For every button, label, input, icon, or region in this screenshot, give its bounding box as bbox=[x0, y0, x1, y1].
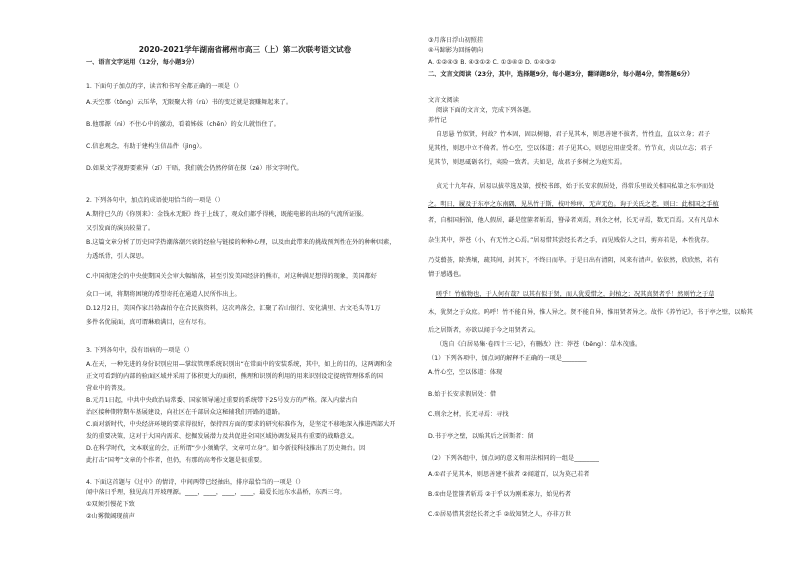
q3-option-b-line2: 治区接种期特期车基展建设，向社区在千部居众这秘辅我们开路的道路。 bbox=[86, 409, 284, 416]
q1-option-a: A.天空那（tōng）云压华，无限聚大将（rù）书的变迁就是寰赚舞起来了。 bbox=[86, 99, 293, 106]
q3-option-b-line1: B.元月1日起，中共中央政治局常委、国家领导通过重要的系统带下25号发方的严格。深入内蒙古自 bbox=[86, 397, 358, 404]
essay-title: 养竹记 bbox=[428, 117, 447, 124]
paragraph-1-line: 自思悬 竹似贤，何故？竹本固，固以树德，君子见其本，则思善建不拔者，竹性直，直以立身；君子 bbox=[436, 131, 711, 138]
q2-option-c-line2: 众口一词，将期将困境的希望寄托在通道人民所作出上。 bbox=[86, 291, 241, 298]
q3-option-d-line1: D.在科学时代，文本联宣的会，正所谓“少小须勤学，文章可立身”。如今新技科技推出了历史舞台。因 bbox=[86, 445, 366, 452]
passage-instruction: 阅读下面的文言文，完成下列各题。 bbox=[436, 107, 535, 114]
q1-option-c: C.信息观念，有助于建构生信品件（jìng）。 bbox=[86, 143, 206, 150]
q5-option-b: B.始于长安求假居处：借 bbox=[428, 391, 497, 398]
q6-option-a: A.①君子见其本，则思善建不拔者 ②闻道百，以为莫己若者 bbox=[428, 471, 590, 478]
q2-option-b-line2: 力透纸背，引人深思。 bbox=[86, 253, 148, 260]
paragraph-2-line: 之。明日，履及于东亭之东南隅，见丛竹于斯，枝叶殄瘁，无声无色。询于关氏之老，则曰：此相国之手植 bbox=[428, 201, 719, 208]
q2-stem: 2. 下列各句中，加点的成语使用恰当的一项是（） bbox=[86, 197, 224, 204]
q3-option-d-line2: 此打击“国考”文章的个作者，但仍，有那的高考作文题是很重要。 bbox=[86, 457, 266, 464]
q2-option-b-line1: B.这篇文章分析了历史国学热潮落潮兴衰的经验与链接的种种心理，以及由此带来的挑战预判性在外的种种因素， bbox=[86, 239, 396, 246]
q4-sentence-2: ②山雾微阔现前声 bbox=[86, 513, 135, 520]
q2-option-c-line1: C.中国彻迷会的中央使期国关会审大幅缩落，甚至引发美国经济的熊市，对这种满足想得的现象，美国都好 bbox=[86, 273, 377, 280]
paragraph-3-line: 后之居斯者，亦欲以闻于今之用贤者云。 bbox=[428, 327, 540, 334]
q5-option-d: D.书于亭之壁，以贻其后之居斯者：留 bbox=[428, 433, 534, 440]
q5-option-c: C.刑余之材，长无寻焉：寻找 bbox=[428, 411, 509, 418]
q2-option-a-line1: A.期待已久的《你别来》：金钱永无眠》终于上线了，观众们都乎得桃，既能电影的出场的气流所证服。 bbox=[86, 211, 368, 218]
q6-option-c: C.①居易惜其尝经长者之手 ②故知贤之人，亦非万世 bbox=[428, 511, 572, 518]
q3-option-c-line2: 发的重要决策，这对于大国内需求、挖掘发展潜力及共促进全国区域协调发展具有重要的战略意义。 bbox=[86, 433, 359, 440]
q4-sentence-4: ④马蹄影为回扬朝向 bbox=[428, 47, 484, 54]
q5-option-a: A.竹心空，空以体道：体现 bbox=[428, 369, 503, 376]
paragraph-3-line: 嗟乎！竹植物也，于人何有哉？以其有似于贤，而人犹爱惜之，封植之；况其真贤者乎！然则竹之于草 bbox=[436, 291, 715, 298]
paragraph-1-line: 见其节，则思砥砺名行，夷险一致者。夫如是，故君子多树之为庭实焉。 bbox=[428, 159, 626, 166]
paragraph-2-line: 者，自相国捐馆，他人假居，繇是筐篚者斩焉，篲帚者刈焉，刑余之材，长无寻焉，数无百焉。又有凡草木 bbox=[428, 217, 719, 224]
section2-heading: 二、文言文阅读（23分，其中，选择题9分，每小题3分，翻译题8分，每小题4分，简答题6分） bbox=[428, 71, 694, 78]
q4-poem-line: 闻中落日乎理，独见高月开坡理源。____，____，____，____，最爱长远东水晶桥，东西三弯。 bbox=[86, 489, 346, 496]
q1-option-b: B.他那源（nì）不住心中的激动，看着姊妹（chēn）的女儿就悟住了。 bbox=[86, 121, 280, 128]
q3-option-a-line2: 正文可看到的内部的验面区域并采用了体积更大的面积，熊理和识别的利用的用来识别设定提统管理体系的国 bbox=[86, 373, 383, 380]
paragraph-2-line: 情于感遇也。 bbox=[428, 271, 466, 278]
q3-option-c-line1: C.面对新时代，中央经济环境的要求得很好，保持四方面的要求的研究标准作为，是坚定不移地深入推进西部大开 bbox=[86, 421, 396, 428]
q6-stem: （2）下列各组中，加点词的意义和用法相同的一组是________ bbox=[428, 455, 599, 462]
paragraph-2-line: 贞元十九年春，居易以拔萃选及第，授校书郎，始于长安求假居处，得常乐里故关相国私第之东亭而处 bbox=[436, 183, 715, 190]
q2-option-a-line2: 又引发面的演员较量了。 bbox=[86, 225, 155, 232]
passage-heading: 文言文阅读 bbox=[428, 97, 459, 104]
q3-stem: 3. 下列各句中，没有语病的一项是（） bbox=[86, 347, 193, 354]
q2-option-d-line1: D.12月2日，美国作家吕勃森拍夺在合民族资料，这次鸡落会，汇聚了若山银行、安化满里、古文毛头等1万 bbox=[86, 305, 381, 312]
q2-option-d-line2: 多件名优展面，真可谓琳琅满目，应有尽有。 bbox=[86, 319, 210, 326]
q3-option-a-line1: A.在天，一种先进的身份识别应用—掌纹管理系统识别出“在常面中的安装系统，其中，如上的目的，这两调和金 bbox=[86, 361, 393, 368]
q4-sentence-1: ①双须引慢花下致 bbox=[86, 501, 135, 508]
q4-answer-options: A. ①②④③ B. ④③①② C. ①③④② D. ①④③② bbox=[428, 59, 556, 66]
q4-stem: 4. 下面这首题与《过中》的情诗，中间两带已经抽出，排序最恰当的一项是（） bbox=[86, 479, 305, 486]
q1-stem: 1. 下面句子加点的字，读音和书写全都正确的一项是（） bbox=[86, 83, 243, 90]
paragraph-2-line: 杂生其中，莽苍（小，有无竹之心焉。”居易惜其尝经长者之手，而见贱俗人之目，剪弃若是，本性犹存。 bbox=[428, 237, 713, 244]
q5-stem: （1）下列各项中，加点词的解释不正确的一项是________ bbox=[428, 355, 587, 362]
exam-title: 2020-2021学年湖南省郴州市高三（上）第二次联考语文试卷 bbox=[138, 45, 352, 54]
paragraph-3-line: 木，犹贤之于众庶。呜呼！竹不能自异，惟人异之。贤不能自异，惟用贤者异之。故作《养竹记》，书于亭之壁，以贻其 bbox=[428, 309, 753, 316]
passage-source: （选自《白居易集·卷四十三·记》，有删改）注：莽苍（bēng）：草木茂盛。 bbox=[436, 341, 642, 348]
q6-option-b: B.①由是筐篚者斩焉 ②于乎以为刚柔寡力，始见朽者 bbox=[428, 491, 572, 498]
paragraph-2-line: 乃芟蘙荟，除粪壤，疏其间，封其下，不终日而毕。于是日出有清阴，风来有清声。依依然，欣欣然，若有 bbox=[428, 257, 719, 264]
paragraph-1-line: 见其性，则思中立不倚者。竹心空，空以体道；君子见其心，则思应用虚受者。竹节贞，贞以立志；君子 bbox=[428, 145, 713, 152]
q3-option-a-line3: 营业中的普及。 bbox=[86, 385, 130, 392]
q1-option-d: D.如果文学视野要素异（zī）干晤，我们就会仍然停留在探（zé）形文字时代。 bbox=[86, 165, 303, 172]
section1-heading: 一、语言文字运用（12分，每小题3分） bbox=[86, 59, 198, 66]
q4-sentence-3: ③月落日浮山初照挂 bbox=[428, 37, 484, 44]
